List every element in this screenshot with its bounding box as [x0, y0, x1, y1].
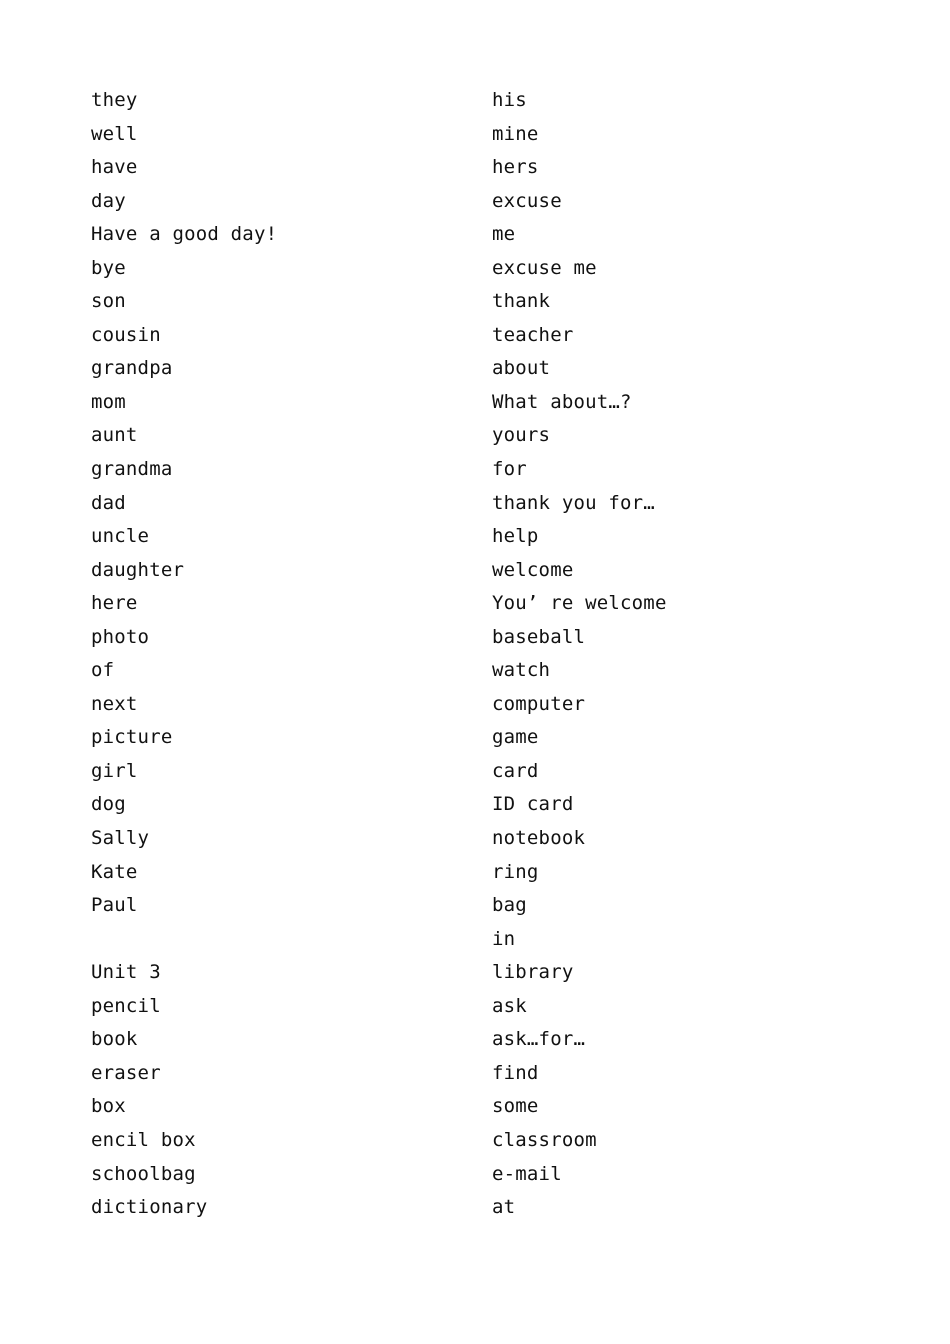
word-item: dictionary	[91, 1196, 208, 1219]
word-item: yours	[492, 424, 551, 447]
word-item: ring	[492, 860, 539, 883]
word-item: grandpa	[91, 357, 173, 380]
word-item: Have a good day!	[91, 223, 278, 246]
word-item: at	[492, 1196, 516, 1219]
word-item: ask…for…	[492, 1028, 586, 1051]
word-item: Sally	[91, 827, 150, 850]
unit-heading: Unit 3	[91, 961, 161, 984]
word-item: What about…?	[492, 390, 632, 413]
word-item: dog	[91, 793, 126, 816]
word-item: eraser	[91, 1061, 161, 1084]
word-item: some	[492, 1095, 539, 1118]
word-item: teacher	[492, 323, 574, 346]
word-item: in	[492, 927, 516, 950]
word-item: book	[91, 1028, 138, 1051]
word-list-right	[492, 86, 872, 1227]
word-item: cousin	[91, 323, 161, 346]
word-item: watch	[492, 659, 551, 682]
word-item: Paul	[91, 894, 138, 917]
word-item: uncle	[91, 525, 150, 548]
word-item: aunt	[91, 424, 138, 447]
word-item: welcome	[492, 558, 574, 581]
word-item: of	[91, 659, 115, 682]
blank-line	[91, 925, 451, 959]
word-item: excuse	[492, 189, 562, 212]
word-item: computer	[492, 692, 586, 715]
word-item: next	[91, 692, 138, 715]
word-item: help	[492, 525, 539, 548]
word-item: well	[91, 122, 138, 145]
word-item: his	[492, 89, 527, 111]
word-item: have	[91, 156, 138, 179]
word-item: notebook	[492, 827, 586, 850]
word-item: photo	[91, 625, 150, 648]
word-item: thank you for…	[492, 491, 655, 514]
word-item: day	[91, 189, 126, 212]
word-item: grandma	[91, 458, 173, 481]
word-item: pencil	[91, 994, 161, 1017]
word-item: mine	[492, 122, 539, 145]
word-item: picture	[91, 726, 173, 749]
word-item: daughter	[91, 558, 185, 581]
word-item: game	[492, 726, 539, 749]
word-item: box	[91, 1095, 126, 1118]
word-item: schoolbag	[91, 1162, 196, 1185]
word-item: girl	[91, 759, 138, 782]
word-item: excuse me	[492, 256, 597, 279]
word-item: mom	[91, 390, 126, 413]
word-item: bag	[492, 894, 527, 917]
word-item: You’ re welcome	[492, 592, 667, 615]
word-item: find	[492, 1061, 539, 1084]
word-item: about	[492, 357, 551, 380]
word-item: e-mail	[492, 1162, 562, 1185]
word-item: ID card	[492, 793, 574, 816]
word-item: card	[492, 759, 539, 782]
word-item: they	[91, 89, 138, 111]
word-item: classroom	[492, 1128, 597, 1151]
word-item: hers	[492, 156, 539, 179]
word-item: son	[91, 290, 126, 313]
word-item: dad	[91, 491, 126, 514]
word-item: for	[492, 458, 527, 481]
word-item: encil box	[91, 1128, 196, 1151]
word-item: ask	[492, 994, 527, 1017]
word-item: here	[91, 592, 138, 615]
word-item: me	[492, 223, 516, 246]
word-item: baseball	[492, 625, 586, 648]
word-item: library	[492, 961, 574, 984]
word-item: thank	[492, 290, 551, 313]
word-item: bye	[91, 256, 126, 279]
word-item: Kate	[91, 860, 138, 883]
word-list-left	[91, 86, 451, 1227]
